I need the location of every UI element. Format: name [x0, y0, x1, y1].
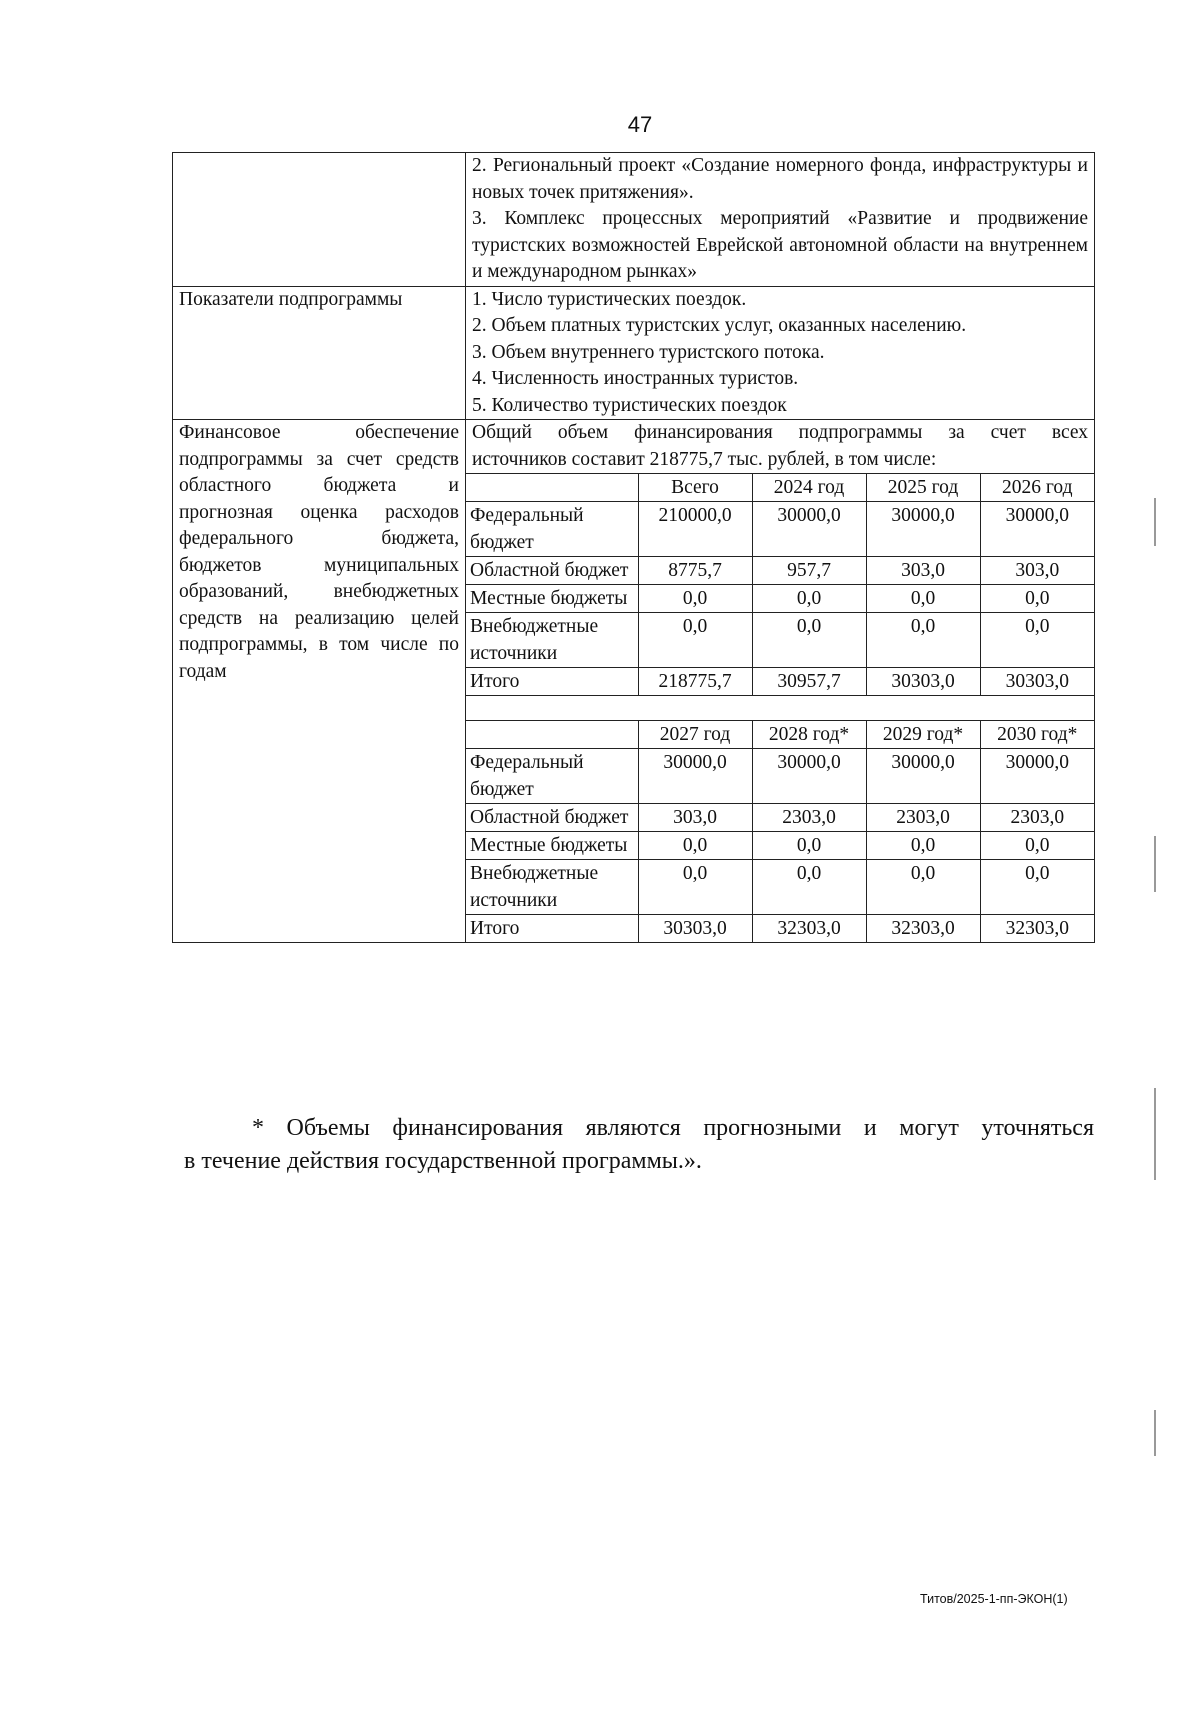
amount-cell: 30303,0 [638, 915, 752, 943]
document-code: Титов/2025-1-пп-ЭКОН(1) [920, 1592, 1068, 1606]
financing-header-row [466, 474, 1094, 502]
amount-cell: 2303,0 [980, 804, 1094, 832]
header-period-cell: 2028 год* [752, 721, 866, 749]
projects-content [466, 153, 1095, 287]
financing-intro-line2: источников составит 218775,7 тыс. рублей, в том числе: [472, 448, 937, 470]
financing-data-row [466, 915, 1094, 943]
financing-spacer-row [466, 696, 1094, 721]
amount-cell: 0,0 [866, 832, 980, 860]
financing-data-row [466, 613, 1094, 668]
amount-cell: 30000,0 [638, 749, 752, 804]
amount-cell: 957,7 [752, 557, 866, 585]
indicators-content [466, 286, 1095, 420]
amount-cell: 30000,0 [866, 502, 980, 557]
scan-margin-mark [1154, 836, 1156, 892]
financing-data-row [466, 557, 1094, 585]
indicators-label: Показатели подпрограммы [173, 286, 466, 420]
amount-cell: 0,0 [752, 613, 866, 668]
amount-cell: 0,0 [752, 585, 866, 613]
amount-cell: 30000,0 [866, 749, 980, 804]
amount-cell: 2303,0 [866, 804, 980, 832]
scan-margin-mark [1154, 1410, 1156, 1456]
project-item-2: 2. Региональный проект «Создание номерного фонда, инфраструктуры и новых точек притяжения». [472, 155, 1088, 203]
financing-data-row [466, 585, 1094, 613]
header-source-cell [466, 721, 638, 749]
amount-cell: 30000,0 [980, 749, 1094, 804]
amount-cell: 210000,0 [638, 502, 752, 557]
amount-cell: 0,0 [980, 860, 1094, 915]
financing-data-row [466, 832, 1094, 860]
amount-cell: 32303,0 [980, 915, 1094, 943]
amount-cell: 0,0 [866, 613, 980, 668]
amount-cell: 303,0 [638, 804, 752, 832]
indicator-item: 4. Численность иностранных туристов. [472, 368, 799, 389]
footnote-line1: * Объемы финансирования являются прогнозными и могут уточняться [252, 1115, 1094, 1141]
source-cell: Областной бюджет [466, 557, 638, 585]
amount-cell: 30303,0 [866, 668, 980, 696]
header-source-cell [466, 474, 638, 502]
amount-cell: 32303,0 [752, 915, 866, 943]
projects-label [173, 153, 466, 287]
financing-data-row [466, 749, 1094, 804]
source-cell: Итого [466, 668, 638, 696]
spacer-cell [466, 696, 1094, 721]
source-cell: Внебюджетные источники [466, 860, 638, 915]
financing-content [466, 420, 1095, 943]
financing-intro [466, 420, 1094, 473]
amount-cell: 0,0 [638, 860, 752, 915]
passport-table [172, 152, 1095, 943]
financing-label-text: Финансовое обеспечение подпрограммы за счет средств областного бюджета и прогнозная оценка расходов федерального бюджета, бюджетов муниципальных образований, внебюджетных средств на реализацию целей подпрограммы, в том числе по годам [179, 422, 459, 682]
source-cell: Федеральный бюджет [466, 749, 638, 804]
amount-cell: 218775,7 [638, 668, 752, 696]
source-cell: Внебюджетные источники [466, 613, 638, 668]
header-period-cell: 2030 год* [980, 721, 1094, 749]
header-period-cell: 2027 год [638, 721, 752, 749]
header-period-cell: 2025 год [866, 474, 980, 502]
amount-cell: 0,0 [866, 585, 980, 613]
amount-cell: 2303,0 [752, 804, 866, 832]
amount-cell: 0,0 [980, 832, 1094, 860]
indicator-item: 3. Объем внутреннего туристского потока. [472, 341, 825, 363]
amount-cell: 0,0 [752, 860, 866, 915]
amount-cell: 30957,7 [752, 668, 866, 696]
scan-margin-mark [1154, 498, 1156, 546]
amount-cell: 0,0 [638, 832, 752, 860]
amount-cell: 0,0 [638, 613, 752, 668]
amount-cell: 303,0 [980, 557, 1094, 585]
passport-table-frame [172, 152, 1095, 943]
page-number: 47 [627, 112, 653, 137]
header-period-cell: 2024 год [752, 474, 866, 502]
footnote [184, 1112, 1094, 1178]
indicators-row [173, 286, 1095, 420]
financing-data-row [466, 804, 1094, 832]
indicator-item: 5. Количество туристических поездок [472, 394, 787, 416]
financing-table [466, 473, 1094, 942]
source-cell: Местные бюджеты [466, 585, 638, 613]
amount-cell: 30000,0 [752, 502, 866, 557]
indicator-item: 1. Число туристических поездок. [472, 288, 747, 310]
source-cell: Итого [466, 915, 638, 943]
financing-row [173, 420, 1095, 943]
amount-cell: 0,0 [980, 613, 1094, 668]
financing-data-row [466, 860, 1094, 915]
amount-cell: 8775,7 [638, 557, 752, 585]
amount-cell: 30000,0 [980, 502, 1094, 557]
project-item-3: 3. Комплекс процессных мероприятий «Развитие и продвижение туристских возможностей Еврейской автономной области на внутреннем и международном рынках» [472, 208, 1088, 282]
projects-row [173, 153, 1095, 287]
amount-cell: 303,0 [866, 557, 980, 585]
scan-margin-mark [1154, 1088, 1156, 1180]
amount-cell: 0,0 [866, 860, 980, 915]
amount-cell: 30303,0 [980, 668, 1094, 696]
source-cell: Федеральный бюджет [466, 502, 638, 557]
footnote-line2: в течение действия государственной программы.». [184, 1148, 702, 1174]
indicator-item: 2. Объем платных туристских услуг, оказанных населению. [472, 315, 967, 336]
financing-label [173, 420, 466, 943]
financing-header-row [466, 721, 1094, 749]
header-period-cell: Всего [638, 474, 752, 502]
amount-cell: 0,0 [638, 585, 752, 613]
financing-data-row [466, 668, 1094, 696]
financing-data-row [466, 502, 1094, 557]
amount-cell: 0,0 [980, 585, 1094, 613]
amount-cell: 32303,0 [866, 915, 980, 943]
source-cell: Местные бюджеты [466, 832, 638, 860]
amount-cell: 0,0 [752, 832, 866, 860]
amount-cell: 30000,0 [752, 749, 866, 804]
header-period-cell: 2026 год [980, 474, 1094, 502]
source-cell: Областной бюджет [466, 804, 638, 832]
header-period-cell: 2029 год* [866, 721, 980, 749]
financing-intro-line1: Общий объем финансирования подпрограммы за счет всех [472, 422, 1088, 443]
